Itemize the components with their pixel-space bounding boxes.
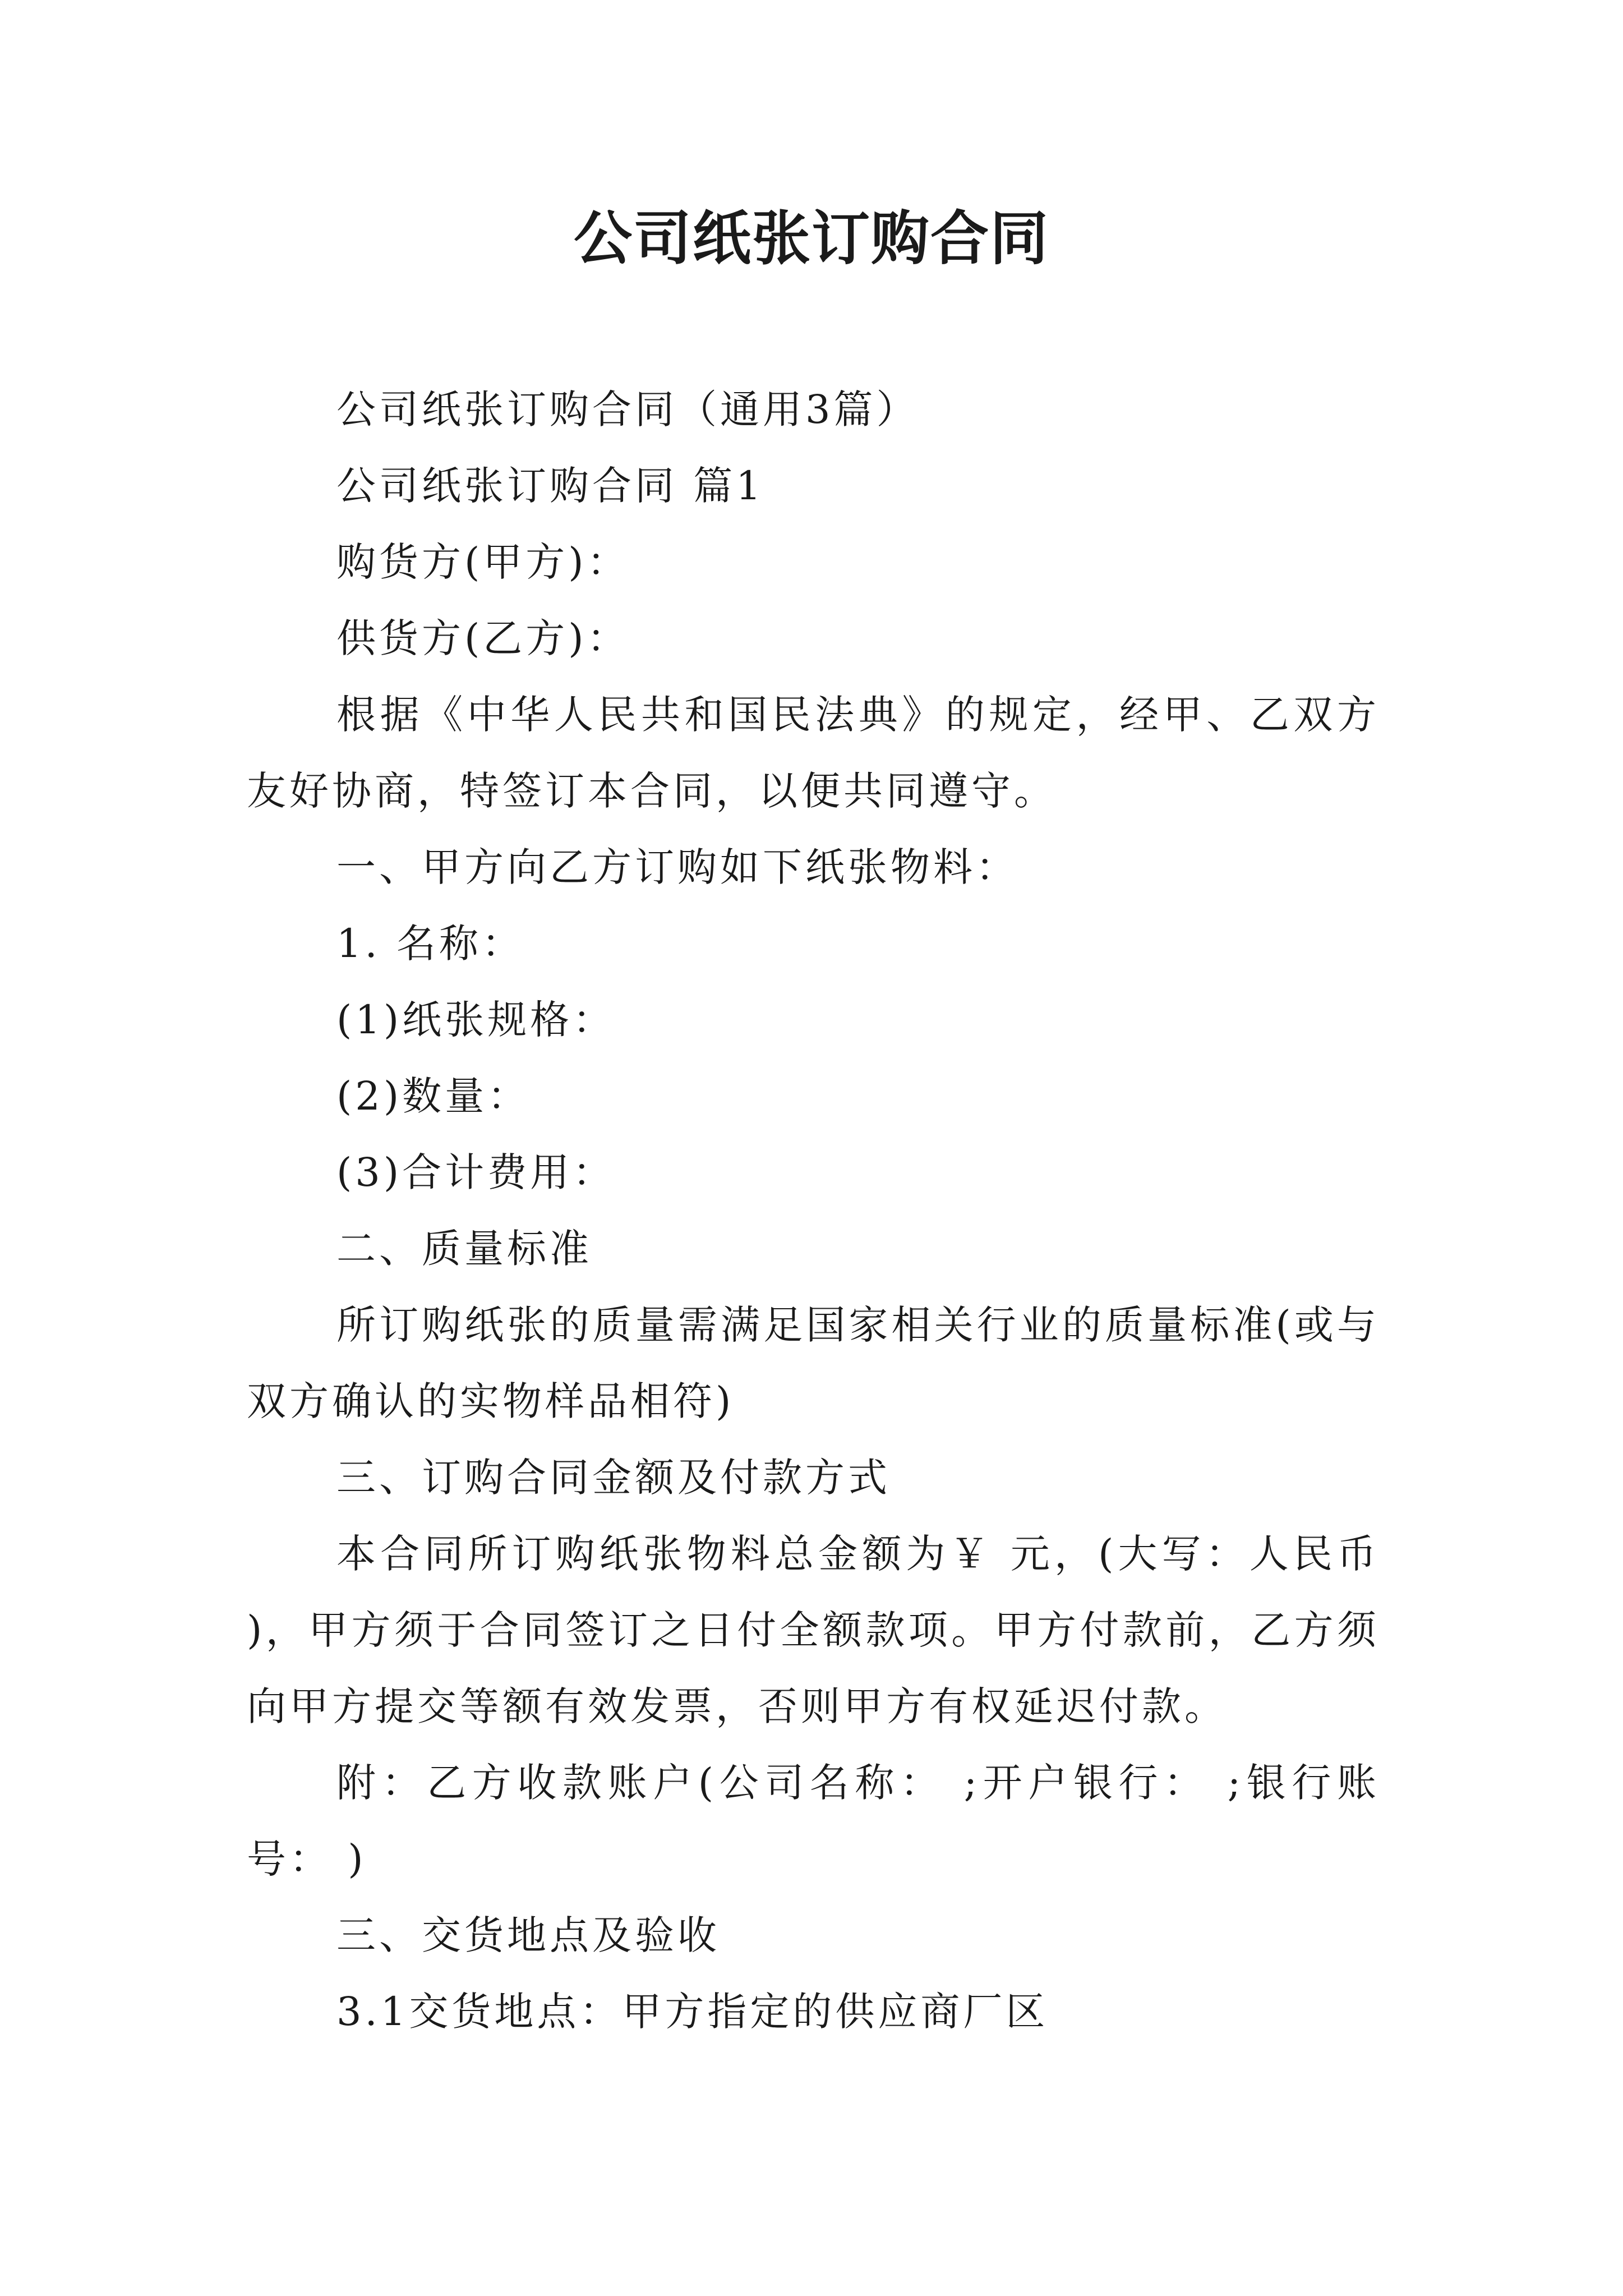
paragraph-payment: 本合同所订购纸张物料总金额为￥ 元，(大写：人民币 )，甲方须于合同签订之日付全额款项。甲方付款前，乙方须向甲方提交等额有效发票，否则甲方有权延迟付款。 [247,1531,1380,1729]
paragraph-supplier: 供货方(乙方)： [336,615,630,661]
paragraph-item-name: 1. 名称： [336,921,525,967]
paragraph-account: 附：乙方收款账户(公司名称： ;开户银行： ;银行账号： ) [247,1760,1380,1882]
paragraph-clause-3-heading: 三、订购合同金额及付款方式 [336,1455,891,1501]
paragraph-buyer: 购货方(甲方)： [336,539,630,585]
paragraph-subtitle: 公司纸张订购合同（通用3篇） [336,386,919,432]
paragraph-item-quantity: (2)数量： [336,1073,531,1119]
paragraph-item-spec: (1)纸张规格： [336,997,616,1043]
document-body [247,371,1380,2050]
paragraph-preamble: 根据《中华人民共和国民法典》的规定，经甲、乙双方友好协商，特签订本合同，以便共同遵守。 [247,692,1380,814]
paragraph-section-heading: 公司纸张订购合同 篇1 [336,463,764,509]
paragraph-delivery-heading: 三、交货地点及验收 [336,1912,720,1958]
paragraph-item-total: (3)合计费用： [336,1149,616,1195]
paragraph-clause-1-heading: 一、甲方向乙方订购如下纸张物料： [336,844,1018,890]
document-title: 公司纸张订购合同 [573,204,1049,273]
paragraph-quality: 所订购纸张的质量需满足国家相关行业的质量标准(或与双方确认的实物样品相符) [247,1302,1380,1424]
paragraph-clause-2-heading: 二、质量标准 [336,1226,592,1272]
paragraph-delivery-location: 3.1交货地点：甲方指定的供应商厂区 [336,1989,1049,2035]
